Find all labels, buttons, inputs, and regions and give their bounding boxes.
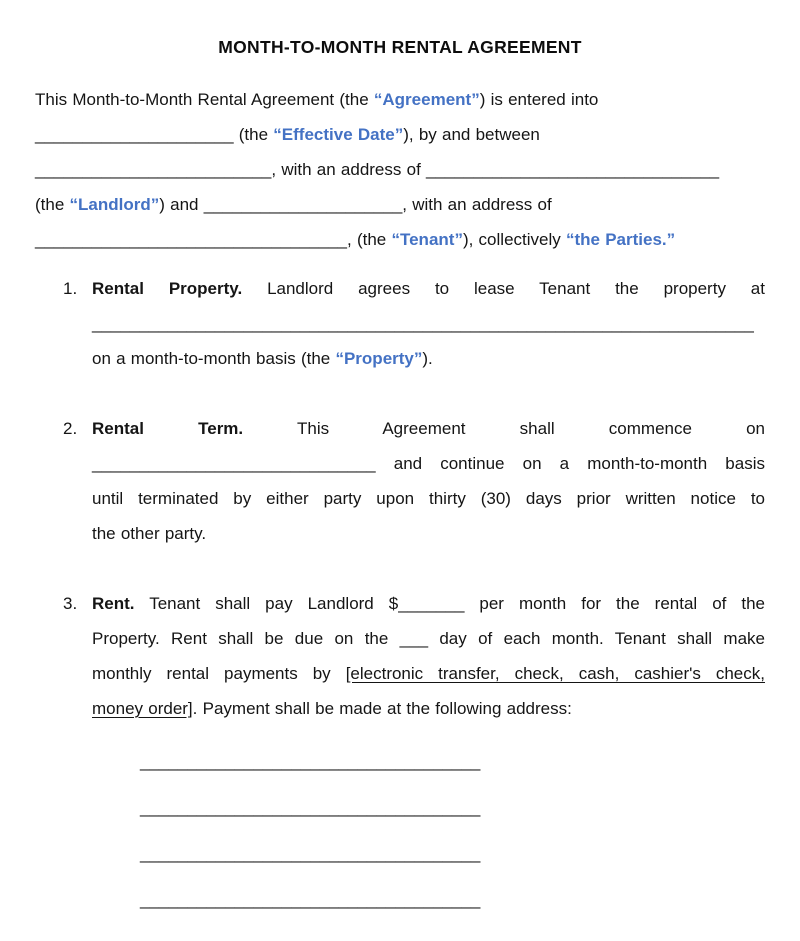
document-line: [92, 691, 765, 726]
document-line: [92, 446, 765, 481]
blank-field[interactable]: ____________________________________: [140, 890, 481, 909]
document-line: [140, 785, 765, 831]
text-run: Rental Property.: [92, 279, 243, 298]
blank-field[interactable]: ____________________________________: [140, 798, 481, 817]
text-run: ) and: [159, 195, 204, 214]
text-run: Landlord agrees to lease Tenant the property at: [242, 279, 765, 298]
text-run: day of each month. Tenant shall make: [428, 629, 765, 648]
text-run: , with an address of: [402, 195, 552, 214]
text-run: (the: [35, 195, 70, 214]
text-run: money order]: [92, 699, 193, 718]
document-line: [92, 621, 765, 656]
document-line: [92, 656, 765, 691]
document-line: [35, 117, 765, 152]
defined-term: “Agreement”: [373, 90, 480, 109]
document-line: [140, 877, 765, 923]
document-line: [35, 152, 765, 187]
text-run: ) is entered into: [479, 90, 599, 109]
text-run: This Agreement shall commence on: [243, 419, 765, 438]
intro-paragraph: [35, 82, 765, 257]
agreement-clause-3: [63, 586, 766, 726]
clause-number: 3.: [63, 594, 78, 613]
blank-field[interactable]: _______________________________: [426, 160, 720, 179]
clause-number: 2.: [63, 419, 78, 438]
text-run: Property. Rent shall be due on the: [92, 629, 400, 648]
text-run: , (the: [347, 230, 392, 249]
clause-number: 1.: [63, 279, 78, 298]
blank-field[interactable]: ___: [399, 629, 429, 648]
blank-field[interactable]: _________________________________: [35, 230, 348, 249]
document-line: [35, 222, 765, 257]
text-run: ).: [422, 349, 433, 368]
numbered-clauses: [35, 271, 765, 726]
text-run: until terminated by either party upon thirty (30) days prior written notice to: [92, 489, 765, 508]
agreement-clause-1: [63, 271, 765, 376]
document-line: [92, 411, 765, 446]
document-line: [92, 306, 765, 341]
defined-term: “Property”: [335, 349, 423, 368]
text-run: on a month-to-month basis (the: [92, 349, 336, 368]
blank-field[interactable]: ______________________________________________________________________: [92, 314, 754, 333]
agreement-clause-2: [63, 411, 765, 551]
document-title: MONTH-TO-MONTH RENTAL AGREEMENT: [218, 37, 582, 57]
defined-term: “the Parties.”: [565, 230, 676, 249]
document-line: [140, 739, 765, 785]
text-run: and continue on a month-to-month basis: [375, 454, 765, 473]
defined-term: “Tenant”: [391, 230, 463, 249]
document-line: [140, 831, 765, 877]
defined-term: “Effective Date”: [273, 125, 404, 144]
blank-field[interactable]: _________________________: [35, 160, 272, 179]
payment-address-blanks: [140, 739, 765, 923]
document-line: [35, 187, 765, 222]
text-run: monthly rental payments by: [92, 664, 346, 683]
text-run: This Month-to-Month Rental Agreement (the: [35, 90, 374, 109]
text-run: per month for the rental of the: [464, 594, 766, 613]
document-line: [35, 82, 765, 117]
text-run: . Payment shall be made at the following address:: [192, 699, 572, 718]
text-run: [electronic transfer, check, cash, cashier's check,: [345, 664, 765, 683]
blank-field[interactable]: _______: [398, 594, 465, 613]
document-line: [92, 586, 765, 621]
blank-field[interactable]: ____________________________________: [140, 844, 481, 863]
document-line: [92, 271, 765, 306]
text-run: ), by and between: [403, 125, 540, 144]
text-run: Rental Term.: [92, 419, 244, 438]
text-run: Rent.: [92, 594, 135, 613]
text-run: ), collectively: [462, 230, 566, 249]
text-run: Tenant shall pay Landlord $: [134, 594, 399, 613]
blank-field[interactable]: _____________________: [203, 195, 403, 214]
blank-field[interactable]: _____________________: [35, 125, 234, 144]
text-run: (the: [233, 125, 274, 144]
defined-term: “Landlord”: [69, 195, 160, 214]
text-run: , with an address of: [271, 160, 427, 179]
text-run: the other party.: [92, 524, 207, 543]
document-line: [92, 341, 765, 376]
document-line: [92, 516, 765, 551]
blank-field[interactable]: ______________________________: [92, 454, 376, 473]
blank-field[interactable]: ____________________________________: [140, 752, 481, 771]
document-line: [92, 481, 765, 516]
